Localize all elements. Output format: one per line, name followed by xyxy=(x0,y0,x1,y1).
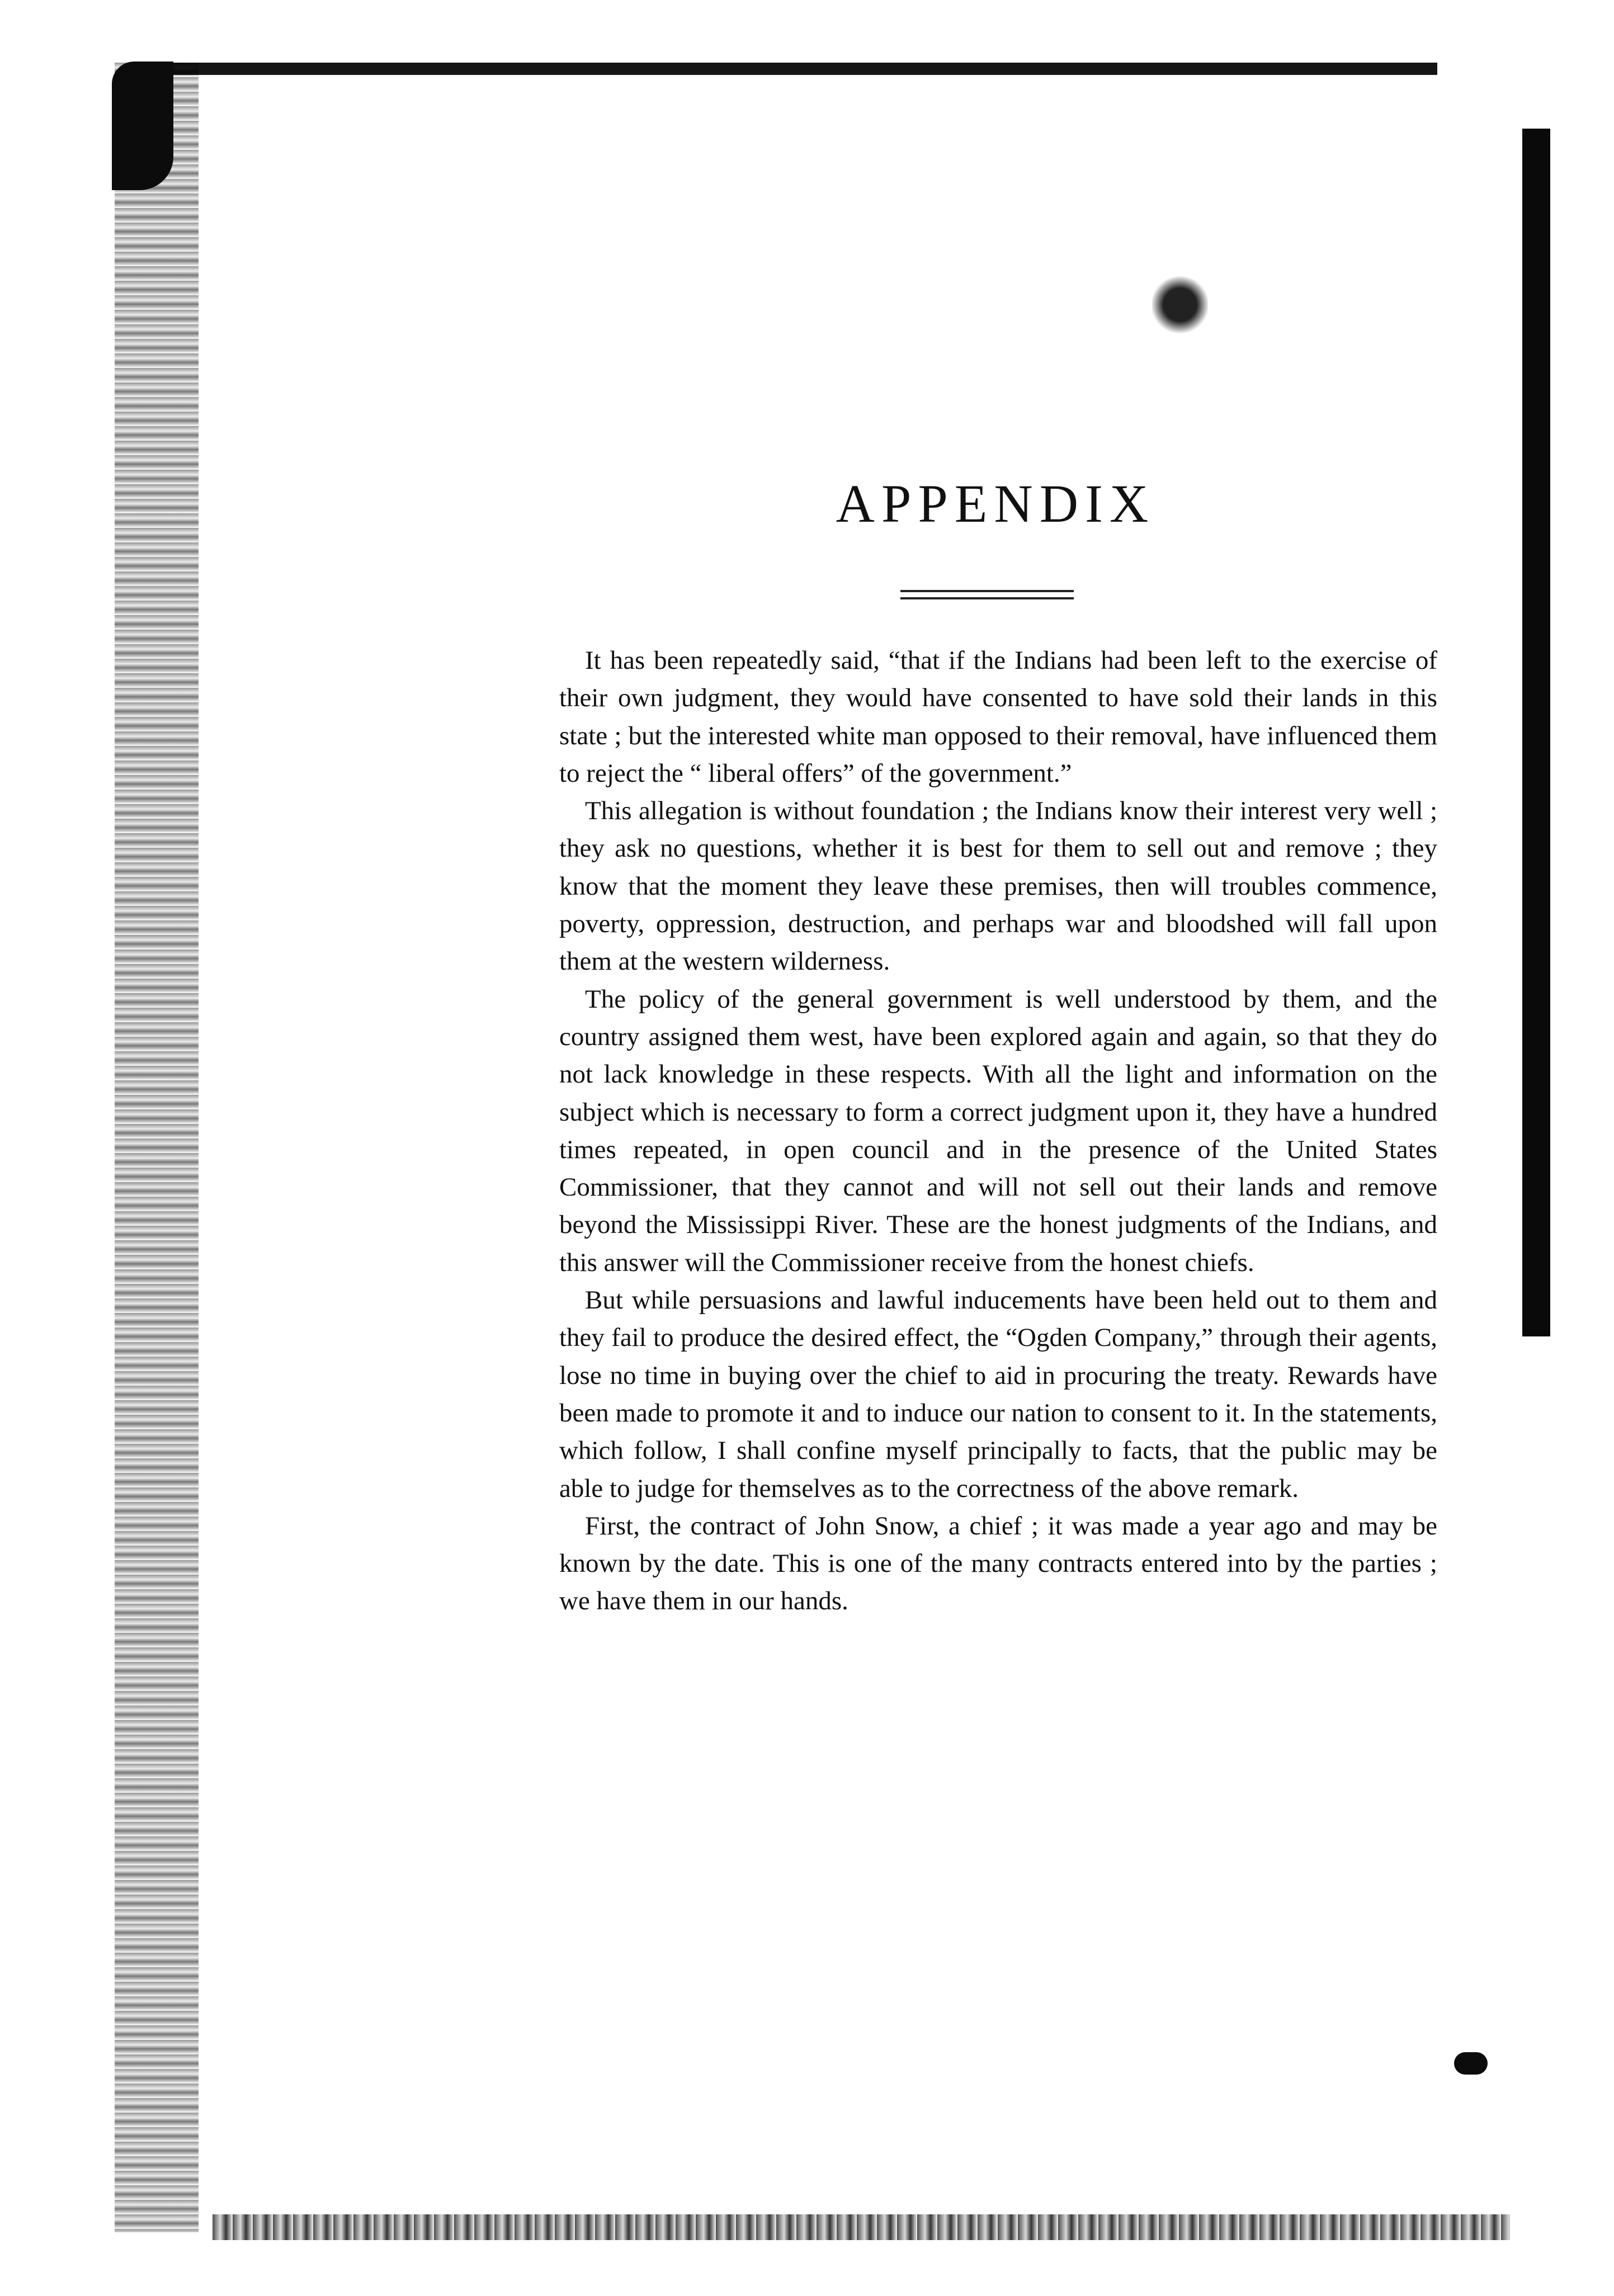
scan-right-edge xyxy=(1522,129,1550,1336)
paragraph: It has been repeatedly said, “that if the Indians had been left to the exercise of their own judgment, they would have consented to have sold their lands in this state ; but the interested white man opposed to their removal, have influenced them to reject the “ liberal offers” of the government.” xyxy=(559,646,1437,788)
paragraph: This allegation is without foundation ; the Indians know their interest very well ; they ask no questions, whether it is best for them to sell out and remove ; they know that the moment they leave these premises, then will troubles commence, poverty, oppression, destruction, and perhaps war and bloodshed will fall upon them at the western wilderness. xyxy=(559,796,1437,976)
paragraph: First, the contract of John Snow, a chief ; it was made a year ago and may be known by the date. This is one of the many contracts entered into by the parties ; we have them in our hands. xyxy=(559,1511,1437,1616)
page-title: APPENDIX xyxy=(836,474,1155,533)
ink-blot-mark xyxy=(1152,274,1208,336)
scan-corner-damage xyxy=(112,62,173,190)
paragraph: But while persuasions and lawful inducements have been held out to them and they fail to produce the desired effect, the “Ogden Company,” through their agents, lose no time in buying over the chief to aid in procuring the treaty. Rewards have been made to promote it and to induce our nation to consent to it. In the statements, which follow, I shall confine myself principally to facts, that the public may be able to judge for themselves as to the correctness of the above remark. xyxy=(559,1286,1437,1503)
scan-border-top xyxy=(129,63,1437,75)
scan-border-left xyxy=(115,63,199,2232)
ink-blot xyxy=(1454,2052,1488,2075)
body-text xyxy=(559,642,1437,1621)
scan-border-bottom xyxy=(213,2214,1510,2240)
title-rule xyxy=(900,590,1074,592)
title-rule xyxy=(900,597,1074,599)
paragraph: The policy of the general government is well understood by them, and the country assigned them west, have been explored again and again, so that they do not lack knowledge in these respects. With all the light and information on the subject which is necessary to form a correct judgment upon it, they have a hundred times repeated, in open council and in the presence of the United States Commissioner, that they cannot and will not sell out their lands and remove beyond the Mississippi River. These are the honest judgments of the Indians, and this answer will the Commissioner receive from the honest chiefs. xyxy=(559,984,1437,1277)
